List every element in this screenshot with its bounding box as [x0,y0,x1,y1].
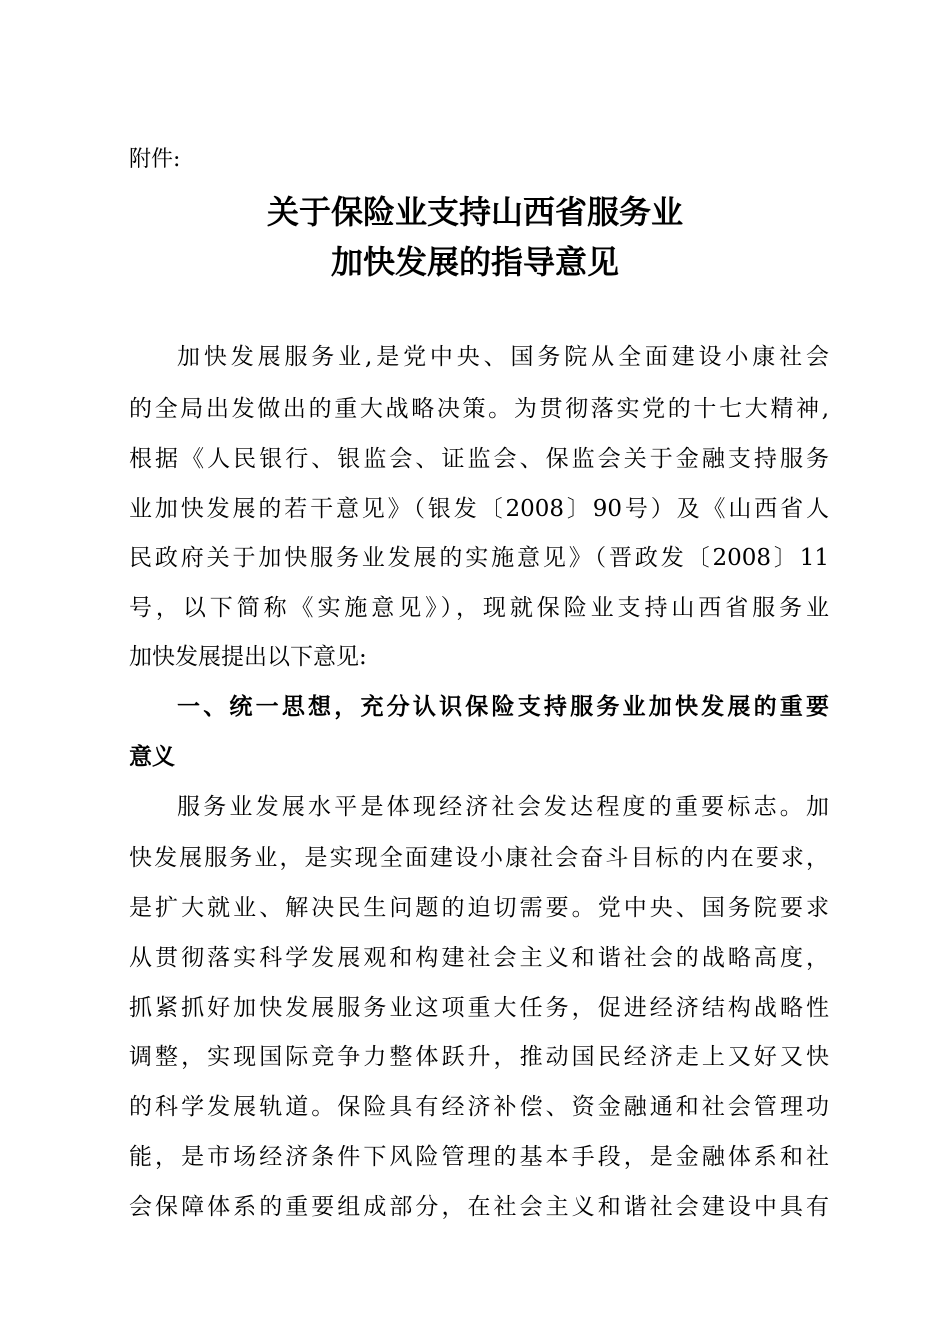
intro-line: 的全局出发做出的重大战略决策。为贯彻落实党的十七大精神, [129,396,829,422]
intro-line: 业加快发展的若干意见》（银发〔2008〕90号）及《山西省人 [129,496,829,522]
paragraph-line: 是扩大就业、解决民生问题的迫切需要。党中央、国务院要求 [129,895,829,921]
paragraph-line: 服务业发展水平是体现经济社会发达程度的重要标志。加 [177,794,829,820]
paragraph-line: 抓紧抓好加快发展服务业这项重大任务，促进经济结构战略性 [129,995,829,1021]
intro-line: 加快发展提出以下意见: [129,644,367,670]
paragraph-line: 的科学发展轨道。保险具有经济补偿、资金融通和社会管理功 [129,1094,829,1120]
paragraph-line: 从贯彻落实科学发展观和构建社会主义和谐社会的战略高度， [129,945,829,971]
section-heading-line: 一、统一思想，充分认识保险支持服务业加快发展的重要 [177,694,829,720]
intro-line: 加快发展服务业,是党中央、国务院从全面建设小康社会 [177,344,829,370]
paragraph-line: 能，是市场经济条件下风险管理的基本手段，是金融体系和社 [129,1144,829,1170]
paragraph-line: 快发展服务业，是实现全面建设小康社会奋斗目标的内在要求， [129,845,829,871]
title-line-2: 加快发展的指导意见 [330,243,619,281]
section-heading-line: 意义 [129,744,175,770]
intro-line: 号，以下简称《实施意见》），现就保险业支持山西省服务业 [129,595,829,621]
attachment-label: 附件: [129,147,181,172]
intro-line: 根据《人民银行、银监会、证监会、保监会关于金融支持服务 [129,446,829,472]
title-line-1: 关于保险业支持山西省服务业 [266,193,683,231]
paragraph-line: 调整，实现国际竞争力整体跃升，推动国民经济走上又好又快 [129,1044,829,1070]
paragraph-line: 会保障体系的重要组成部分，在社会主义和谐社会建设中具有 [129,1194,829,1220]
intro-line: 民政府关于加快服务业发展的实施意见》（晋政发〔2008〕11 [129,545,829,571]
